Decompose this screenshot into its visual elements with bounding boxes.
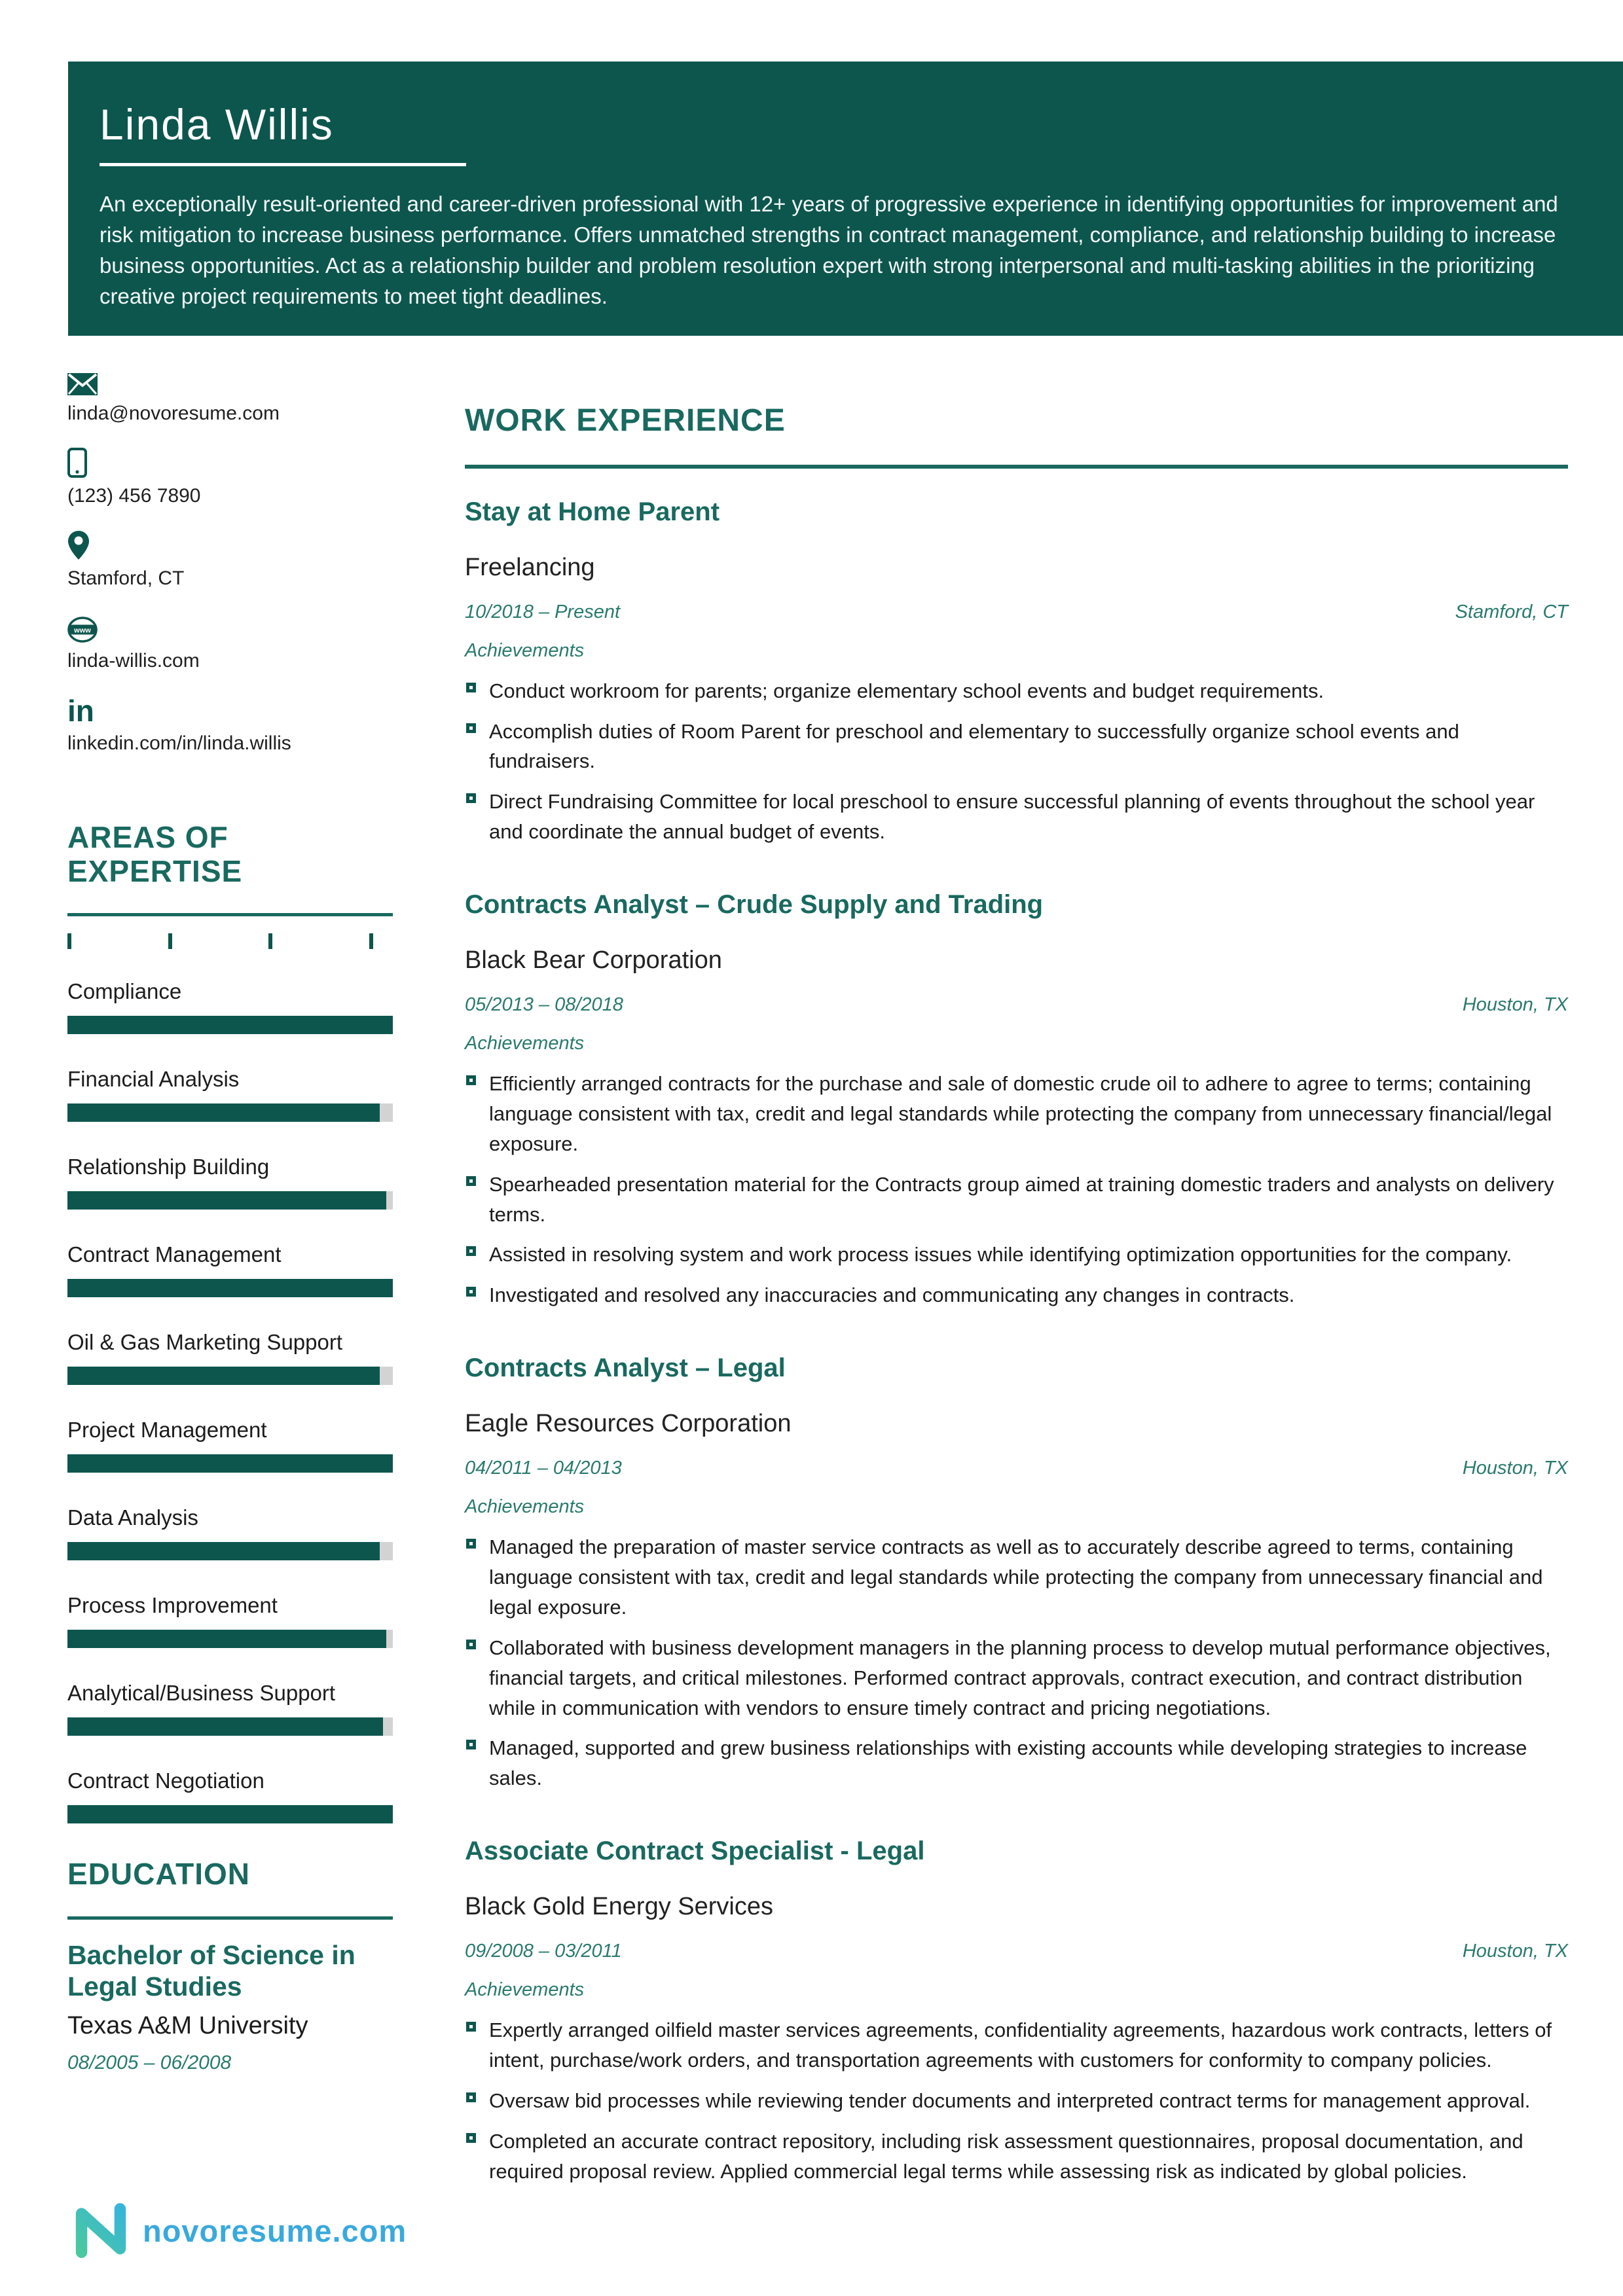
achievement-text: Investigated and resolved any inaccuracies and communicating any changes in contracts. <box>489 1283 1295 1307</box>
job-company: Freelancing <box>465 553 595 581</box>
location-icon <box>67 531 393 560</box>
skill-bar-track <box>67 1191 393 1210</box>
skill-label: Compliance <box>67 979 182 1004</box>
square-bullet-icon <box>466 1640 476 1649</box>
achievements-label: Achievements <box>465 639 585 661</box>
achievement-item <box>465 1733 1568 1793</box>
job-entry <box>465 496 1568 847</box>
skill-item <box>67 1067 393 1122</box>
skill-bar-fill <box>67 1717 383 1736</box>
skills-list <box>67 979 393 1823</box>
job-dates: 10/2018 – Present <box>465 601 621 622</box>
skill-item <box>67 1155 393 1210</box>
ruler-tick <box>168 933 172 949</box>
achievement-item <box>465 1069 1568 1159</box>
achievement-text: Managed the preparation of master service contracts as well as to accurately describe agreed to terms, containing language consistent with tax, credit and legal standards while protecting the company from unnecessary financial and legal exposure. <box>489 1535 1543 1619</box>
skill-label: Financial Analysis <box>67 1067 240 1092</box>
square-bullet-icon <box>466 1287 476 1297</box>
achievement-item <box>465 787 1568 847</box>
skill-bar-track <box>67 1805 393 1823</box>
square-bullet-icon <box>466 2133 476 2143</box>
achievement-item <box>465 1240 1568 1270</box>
achievements-list <box>465 2015 1568 2186</box>
contact-item-email <box>67 367 393 425</box>
skill-bar-track <box>67 1542 393 1560</box>
job-title: Stay at Home Parent <box>465 497 720 526</box>
achievements-list <box>465 1069 1568 1310</box>
skill-item <box>67 1242 393 1297</box>
job-meta-row <box>465 1941 1568 1962</box>
skill-bar-track <box>67 1454 393 1473</box>
ruler-tick <box>67 933 71 949</box>
ruler-tick <box>268 933 272 949</box>
job-title: Contracts Analyst – Legal <box>465 1354 786 1383</box>
contact-item-linkedin <box>67 696 393 755</box>
achievement-item <box>465 2086 1568 2116</box>
square-bullet-icon <box>466 1740 476 1749</box>
skill-bar-fill <box>67 1805 393 1823</box>
skill-bar-fill <box>67 1103 380 1122</box>
svg-text:in: in <box>67 696 94 725</box>
contact-item-phone <box>67 449 393 508</box>
job-company: Black Gold Energy Services <box>465 1893 773 1921</box>
job-entry <box>465 889 1568 1310</box>
skill-item <box>67 1330 393 1385</box>
job-dates: 09/2008 – 03/2011 <box>465 1941 622 1962</box>
achievement-text: Efficiently arranged contracts for the purchase and sale of domestic crude oil to adhere to agree to terms; containing language consistent with tax, credit and legal standards while protecting the company from unnecessary financial/legal exposure. <box>489 1072 1552 1155</box>
achievement-text: Accomplish duties of Room Parent for preschool and elementary to successfully organize school events and fundraisers. <box>489 719 1459 773</box>
achievement-item <box>465 1633 1568 1723</box>
skill-bar-track <box>67 1367 393 1385</box>
achievement-text: Assisted in resolving system and work process issues while identifying optimization opportunities for the company. <box>489 1243 1512 1266</box>
phone-value[interactable]: (123) 456 7890 <box>67 485 201 507</box>
linkedin-value[interactable]: linkedin.com/in/linda.willis <box>67 732 291 754</box>
education-heading-divider <box>67 1916 393 1920</box>
work-experience-heading-divider <box>465 465 1568 469</box>
achievement-text: Managed, supported and grew business relationships with existing accounts while developing strategies to increase sales. <box>489 1736 1527 1790</box>
profile-summary: An exceptionally result-oriented and career-driven professional with 12+ years of progressive experience in identifying opportunities for improvement and risk mitigation to increase business performance. Offers unmatched strengths in contract management, compliance, and relationship building to increase business opportunities. Act as a relationship builder and problem resolution expert with strong interpersonal and multi-tasking abilities in the prioritizing creative project requirements to meet tight deadlines. <box>100 191 1558 309</box>
square-bullet-icon <box>466 1539 476 1549</box>
square-bullet-icon <box>466 2092 476 2102</box>
skill-bar-track <box>67 1279 393 1297</box>
skill-item <box>67 1505 393 1560</box>
skill-bar-track <box>67 1717 393 1736</box>
expertise-heading-divider <box>67 913 393 916</box>
skill-bar-fill <box>67 1191 386 1210</box>
novoresume-brand-text[interactable]: novoresume.com <box>143 2213 407 2248</box>
achievements-list <box>465 676 1568 847</box>
job-location: Houston, TX <box>1462 994 1568 1016</box>
achievement-item <box>465 1532 1568 1623</box>
job-location: Stamford, CT <box>1455 601 1568 622</box>
work-experience-heading: WORK EXPERIENCE <box>465 403 786 438</box>
skill-label: Project Management <box>67 1418 267 1443</box>
skill-bar-fill <box>67 1279 393 1297</box>
skill-item <box>67 1681 393 1736</box>
education-heading: EDUCATION <box>67 1857 251 1892</box>
education-degree: Bachelor of Science in Legal Studies <box>67 1939 356 2002</box>
skill-bar-fill <box>67 1367 380 1385</box>
skill-label: Process Improvement <box>67 1593 278 1618</box>
achievement-item <box>465 2126 1568 2187</box>
ruler-tick <box>369 933 373 949</box>
job-location: Houston, TX <box>1462 1941 1568 1962</box>
contact-item-website <box>67 614 393 673</box>
contact-item-location <box>67 531 393 590</box>
work-experience-section <box>465 376 1568 2197</box>
achievements-label: Achievements <box>465 1033 585 1054</box>
skill-label: Contract Negotiation <box>67 1768 264 1793</box>
job-dates: 05/2013 – 08/2018 <box>465 994 623 1016</box>
achievement-item <box>465 1280 1568 1310</box>
website-value[interactable]: linda-willis.com <box>67 650 200 672</box>
skill-item <box>67 979 393 1034</box>
job-meta-row <box>465 994 1568 1016</box>
skill-label: Relationship Building <box>67 1155 270 1179</box>
achievement-text: Collaborated with business development managers in the planning process to develop mutual performance objectives, financial targets, and critical milestones. Performed contract approvals, contract execution, and contract distribution while in communication with vendors to ensure timely contract and pricing negotiations. <box>489 1636 1551 1719</box>
achievement-item <box>465 717 1568 777</box>
achievement-item <box>465 676 1568 706</box>
job-meta-row <box>465 601 1568 623</box>
skill-bar-fill <box>67 1542 380 1560</box>
skill-item <box>67 1768 393 1823</box>
email-icon <box>67 367 393 395</box>
job-title: Contracts Analyst – Crude Supply and Trading <box>465 890 1044 920</box>
achievements-label: Achievements <box>465 1979 585 2001</box>
square-bullet-icon <box>466 2022 476 2032</box>
website-icon <box>67 614 393 643</box>
skill-label: Oil & Gas Marketing Support <box>67 1330 343 1355</box>
expertise-heading: AREAS OF EXPERTISE <box>67 820 243 888</box>
job-entry <box>465 1352 1568 1793</box>
email-value[interactable]: linda@novoresume.com <box>67 403 280 424</box>
job-title: Associate Contract Specialist - Legal <box>465 1837 925 1866</box>
square-bullet-icon <box>466 723 476 733</box>
square-bullet-icon <box>466 683 476 692</box>
achievement-item <box>465 2015 1568 2075</box>
footer-brand[interactable] <box>71 2200 407 2261</box>
person-name: Linda Willis <box>100 100 334 149</box>
skill-bar-fill <box>67 1454 393 1473</box>
location-value: Stamford, CT <box>67 567 185 589</box>
square-bullet-icon <box>466 1246 476 1256</box>
sidebar <box>67 367 393 2074</box>
skill-item <box>67 1418 393 1473</box>
name-underline-divider <box>100 163 466 166</box>
job-entry <box>465 1835 1568 2186</box>
square-bullet-icon <box>466 1176 476 1186</box>
achievement-text: Expertly arranged oilfield master services agreements, confidentiality agreements, hazardous work contracts, letters of intent, purchase/work orders, and transportation agreements with customers for conformity to company policies. <box>489 2018 1552 2072</box>
achievement-text: Conduct workroom for parents; organize elementary school events and budget requirements. <box>489 679 1324 702</box>
education-section <box>67 1857 393 2073</box>
skill-label: Contract Management <box>67 1242 282 1267</box>
skill-scale-ruler <box>67 933 373 949</box>
phone-icon <box>67 449 393 478</box>
svg-text:www: www <box>74 626 91 635</box>
achievement-text: Oversaw bid processes while reviewing tender documents and interpreted contract terms for management approval. <box>489 2089 1531 2112</box>
job-company: Black Bear Corporation <box>465 946 722 975</box>
education-dates: 08/2005 – 06/2008 <box>67 2051 232 2073</box>
achievement-text: Direct Fundraising Committee for local preschool to ensure successful planning of events throughout the school year and coordinate the annual budget of events. <box>489 790 1535 844</box>
achievements-label: Achievements <box>465 1496 585 1518</box>
skill-item <box>67 1593 393 1648</box>
achievements-list <box>465 1532 1568 1793</box>
job-meta-row <box>465 1458 1568 1479</box>
skill-bar-track <box>67 1016 393 1034</box>
skill-bar-fill <box>67 1630 386 1648</box>
square-bullet-icon <box>466 1075 476 1085</box>
skill-label: Analytical/Business Support <box>67 1681 336 1706</box>
skill-bar-track <box>67 1103 393 1122</box>
skill-bar-track <box>67 1630 393 1648</box>
skill-bar-fill <box>67 1016 393 1034</box>
linkedin-icon <box>67 696 393 725</box>
achievement-text: Spearheaded presentation material for the Contracts group aimed at training domestic traders and analysts on delivery terms. <box>489 1172 1554 1226</box>
education-school: Texas A&M University <box>67 2011 308 2039</box>
achievement-text: Completed an accurate contract repository, including risk assessment questionnaires, proposal documentation, and required proposal review. Applied commercial legal terms while assessing risk as indicated by global policies. <box>489 2129 1523 2183</box>
novoresume-logo-icon <box>71 2200 131 2261</box>
achievement-item <box>465 1170 1568 1230</box>
header-band <box>68 62 1623 336</box>
job-location: Houston, TX <box>1462 1458 1568 1479</box>
skill-label: Data Analysis <box>67 1505 198 1530</box>
square-bullet-icon <box>466 793 476 803</box>
job-dates: 04/2011 – 04/2013 <box>465 1458 622 1479</box>
job-company: Eagle Resources Corporation <box>465 1410 792 1438</box>
